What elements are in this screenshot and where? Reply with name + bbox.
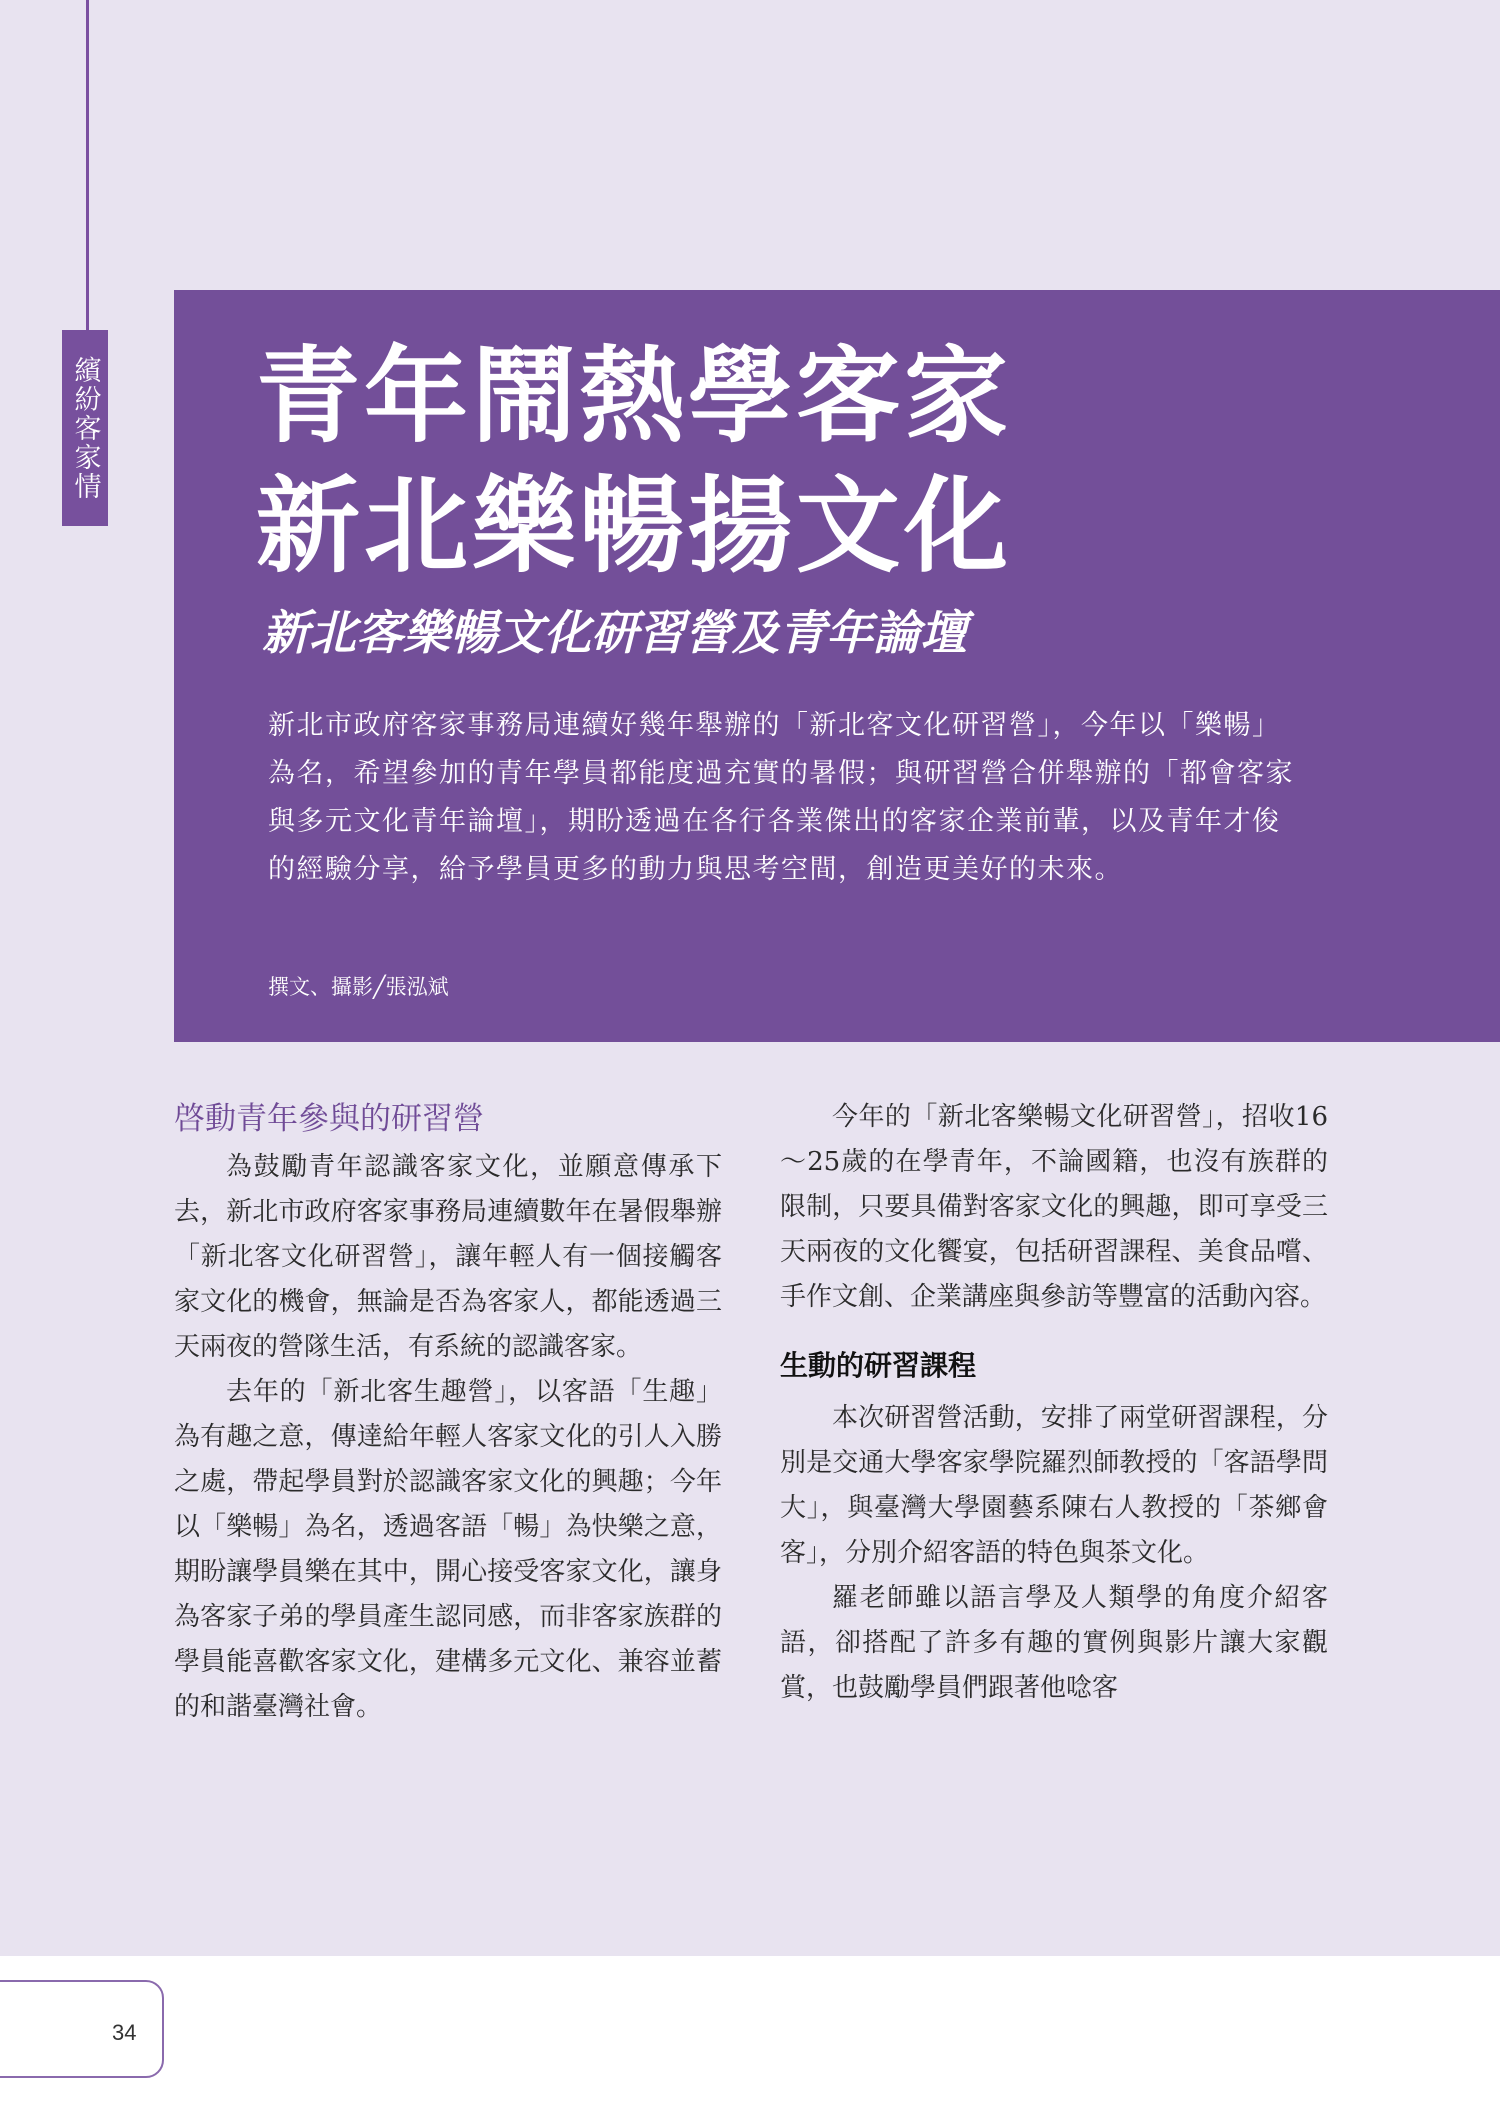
body-paragraph: 為鼓勵青年認識客家文化，並願意傳承下去，新北市政府客家事務局連續數年在暑假舉辦「新北客文化研習營」，讓年輕人有一個接觸客家文化的機會，無論是否為客家人，都能透過三天兩夜的營隊生活，有系統的認識客家。: [174, 1152, 722, 1362]
lead-paragraph: 新北市政府客家事務局連續好幾年舉辦的「新北客文化研習營」，今年以「樂暢」為名，希望參加的青年學員都能度過充實的暑假；與研習營合併舉辦的「都會客家與多元文化青年論壇」，期盼透過在各行各業傑出的客家企業前輩，以及青年才俊的經驗分享，給予學員更多的動力與思考空間，創造更美好的未來。: [268, 710, 1294, 885]
left-column: [174, 1095, 722, 1730]
section-heading-courses: 生動的研習課程: [780, 1349, 977, 1382]
section-label: 繽紛客家情: [62, 330, 108, 526]
right-column: [780, 1095, 1328, 1711]
page-number-tab: [0, 1980, 164, 2078]
article-subtitle: 新北客樂暢文化研習營及青年論壇: [262, 606, 967, 661]
article-title-line-1: 青年鬧熱學客家: [256, 335, 1013, 457]
body-paragraph: 羅老師雖以語言學及人類學的角度介紹客語，卻搭配了許多有趣的實例與影片讓大家觀賞，也鼓勵學員們跟著他唸客: [780, 1583, 1328, 1703]
body-paragraph: 本次研習營活動，安排了兩堂研習課程，分別是交通大學客家學院羅烈師教授的「客語學問大」，與臺灣大學園藝系陳右人教授的「茶鄉會客」，分別介紹客語的特色與茶文化。: [780, 1403, 1328, 1568]
section-heading-workshop: 啓動青年參與的研習營: [174, 1101, 484, 1137]
body-paragraph: 今年的「新北客樂暢文化研習營」，招收16～25歲的在學青年，不論國籍，也沒有族群的限制，只要具備對客家文化的興趣，即可享受三天兩夜的文化饗宴，包括研習課程、美食品嚐、手作文創、企業講座與參訪等豐富的活動內容。: [780, 1102, 1328, 1312]
article-title-line-2: 新北樂暢揚文化: [256, 465, 1013, 587]
page-number: 34: [112, 2020, 137, 2045]
author-credit: 撰文、攝影╱張泓斌: [268, 975, 449, 999]
body-paragraph: 去年的「新北客生趣營」，以客語「生趣」為有趣之意，傳達給年輕人客家文化的引人入勝之處，帶起學員對於認識客家文化的興趣；今年以「樂暢」為名，透過客語「暢」為快樂之意，期盼讓學員樂在其中，開心接受客家文化，讓身為客家子弟的學員產生認同感，而非客家族群的學員能喜歡客家文化，建構多元文化、兼容並蓄的和諧臺灣社會。: [174, 1377, 722, 1722]
vertical-rule: [86, 0, 89, 330]
